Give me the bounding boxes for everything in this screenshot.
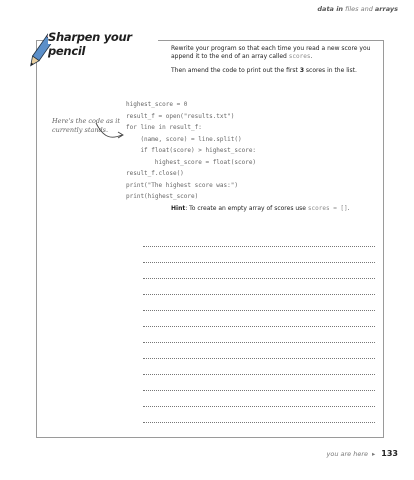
margin-annotation: Here's the code as it currently stands. [52, 117, 120, 134]
hint-code: scores = [] [307, 205, 348, 212]
code-line: for line in result_f: [126, 124, 202, 131]
instruction-2: Then amend the code to print out the first 3 scores in the list. [171, 67, 357, 74]
code-line: result_f.close() [126, 170, 184, 177]
answer-line [143, 327, 375, 343]
answer-line [143, 311, 375, 327]
header-part2: files and [345, 5, 373, 13]
page-number: 133 [381, 449, 398, 458]
code-line: highest_score = float(score) [126, 158, 257, 166]
scores-code: scores [288, 53, 311, 60]
code-line: result_f = open("results.txt") [126, 112, 235, 120]
footer-text: you are here [326, 450, 369, 458]
answer-line [143, 231, 375, 247]
header-part1: data in [317, 5, 344, 13]
code-line: print("The highest score was:") [126, 181, 238, 189]
exercise-title: Sharpen your pencil [48, 30, 158, 44]
hint: Hint: To create an empty array of scores use scores = []. [171, 205, 350, 212]
answer-line [143, 375, 375, 391]
answer-line [143, 279, 375, 295]
code-line: highest_score = 0 [126, 101, 188, 108]
code-line: (name, score) = line.split() [126, 135, 242, 143]
code-line: print(highest_score) [126, 193, 199, 200]
answer-line [143, 295, 375, 311]
running-header [317, 5, 398, 13]
answer-line [143, 359, 375, 375]
header-part3: arrays [374, 5, 398, 13]
arrow-icon [94, 121, 126, 143]
answer-line [143, 391, 375, 407]
answer-line [143, 263, 375, 279]
answer-line [143, 247, 375, 263]
code-block [126, 99, 256, 203]
page-footer [327, 449, 399, 458]
answer-line [143, 407, 375, 423]
answer-line [143, 343, 375, 359]
instructions [171, 45, 391, 81]
answer-lines [143, 231, 375, 423]
code-line: if float(score) > highest_score: [126, 147, 257, 154]
instruction-1: Rewrite your program so that each time you read a new score you append it to the end of an array called scores. [171, 45, 371, 60]
triangle-icon: ▸ [372, 450, 376, 458]
